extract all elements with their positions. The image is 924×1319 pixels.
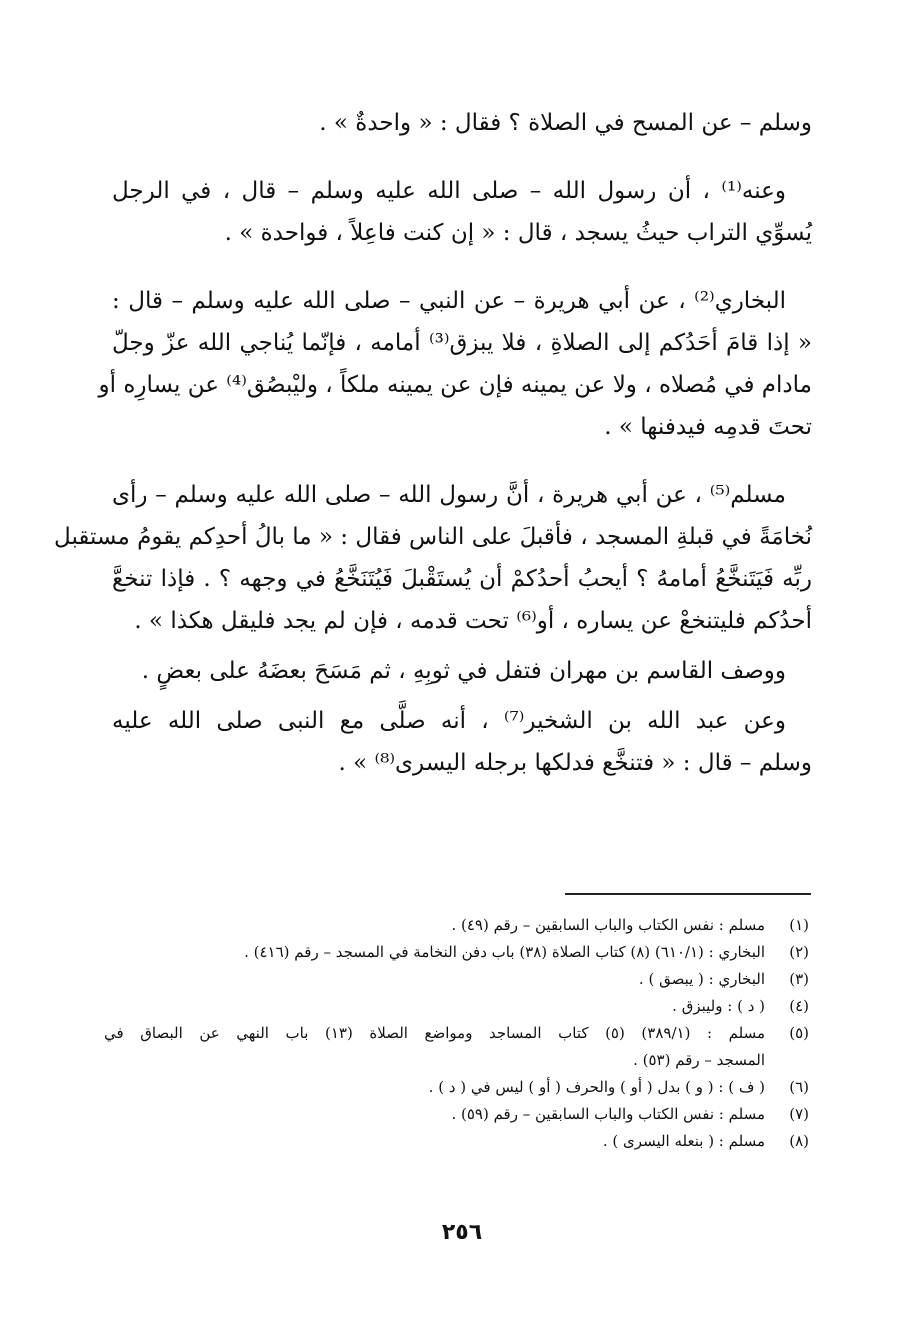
footnote-text: ( ف ) : ( و ) بدل ( أو ) والحرف ( أو ) ليس في ( د ) . bbox=[428, 1078, 765, 1096]
paragraph-line: ووصف القاسم بن مهران فتفل في ثوبِهِ ، ثم مَسَحَ بعضَهُ على بعضٍ . bbox=[141, 658, 786, 684]
footnote-text: مسلم : ( بنعله اليسرى ) . bbox=[602, 1132, 765, 1150]
paragraph-line: نُخامَةً في قبلةِ المسجد ، فأقبلَ على الناس فقال : « ما بالُ أحدِكم يقومُ مستقبل bbox=[54, 524, 812, 550]
paragraph-line: البخاري⁽²⁾ ، عن أبي هريرة – عن النبي – صلى الله عليه وسلم – قال : bbox=[112, 288, 786, 314]
footnote-text-line: مسلم : (٣٨٩/١) (٥) كتاب المساجد ومواضع الصلاة (١٣) باب النهي عن البصاق في bbox=[104, 1024, 765, 1042]
footnote-number: (٨) bbox=[789, 1132, 809, 1150]
paragraph-line: مسلم⁽⁵⁾ ، عن أبي هريرة ، أنَّ رسول الله – صلى الله عليه وسلم – رأى bbox=[112, 482, 786, 508]
footnote-number: (٧) bbox=[789, 1105, 809, 1123]
paragraph-line: مادام في مُصلاه ، ولا عن يمينه فإن عن يمينه ملكاً ، وليْبصُق⁽⁴⁾ عن يسارِه أو bbox=[98, 372, 812, 398]
footnote bbox=[104, 1020, 809, 1074]
footnote-number: (٣) bbox=[789, 970, 809, 988]
footnote-number: (٥) bbox=[789, 1024, 809, 1042]
footnote-text: مسلم : نفس الكتاب والباب السابقين – رقم (٤٩) . bbox=[451, 916, 765, 934]
footnote-text-line: المسجد – رقم (٥٣) . bbox=[633, 1051, 765, 1069]
footnote-text: البخاري : (٦١٠/١) (٨) كتاب الصلاة (٣٨) باب دفن النخامة في المسجد – رقم (٤١٦) . bbox=[244, 943, 765, 961]
footnote bbox=[104, 1128, 809, 1155]
footnote bbox=[104, 1101, 809, 1128]
footnote bbox=[104, 966, 809, 993]
paragraph-line: تحتَ قدمِه فيدفنها » . bbox=[604, 414, 812, 440]
footnote-number: (٤) bbox=[789, 997, 809, 1015]
footnote bbox=[104, 993, 809, 1020]
footnote-text: البخاري : ( يبصق ) . bbox=[638, 970, 765, 988]
paragraph-line: « إذا قامَ أحَدُكم إلى الصلاةِ ، فلا يبزق⁽³⁾ أمامه ، فإنّما يُناجي الله عزّ وجلّ bbox=[112, 330, 812, 356]
footnote-number: (١) bbox=[789, 916, 809, 934]
footnote-text: ( د ) : وليبزق . bbox=[672, 997, 765, 1015]
footnote bbox=[104, 912, 809, 939]
paragraph-line: وعن عبد الله بن الشخير⁽⁷⁾ ، أنه صلَّى مع النبى صلى الله عليه bbox=[112, 708, 786, 734]
footnote-separator bbox=[565, 893, 811, 895]
footnote-text bbox=[104, 1020, 765, 1074]
footnote-text: مسلم : نفس الكتاب والباب السابقين – رقم (٥٩) . bbox=[451, 1105, 765, 1123]
footnotes bbox=[104, 912, 809, 1155]
footnote-number: (٢) bbox=[789, 943, 809, 961]
paragraph-line: ربِّه فَيَتَنخَّعُ أمامهُ ؟ أيحبُ أحدُكمْ أن يُستَقْبلَ فَيُتَنَخَّعُ في وجهه ؟ . فإذا تنخعَّ bbox=[112, 566, 812, 592]
paragraph-line: وسلم – قال : « فتنخَّع فدلكها برجله اليسرى⁽⁸⁾ » . bbox=[338, 750, 812, 776]
footnote bbox=[104, 939, 809, 966]
main-text bbox=[54, 102, 812, 784]
footnote-number: (٦) bbox=[789, 1078, 809, 1096]
paragraph-line: وسلم – عن المسح في الصلاة ؟ فقال : « واحدةٌ » . bbox=[319, 110, 812, 136]
page-number: ٢٥٦ bbox=[441, 1220, 483, 1245]
paragraph-line: أحدُكم فليتنخعْ عن يساره ، أو⁽⁶⁾ تحت قدمه ، فإن لم يجد فليقل هكذا » . bbox=[134, 608, 812, 634]
footnote bbox=[104, 1074, 809, 1101]
paragraph-line: يُسوِّي التراب حيثُ يسجد ، قال : « إن كنت فاعِلاً ، فواحدة » . bbox=[224, 220, 812, 246]
paragraph-line: وعنه⁽¹⁾ ، أن رسول الله – صلى الله عليه وسلم – قال ، في الرجل bbox=[112, 178, 786, 204]
